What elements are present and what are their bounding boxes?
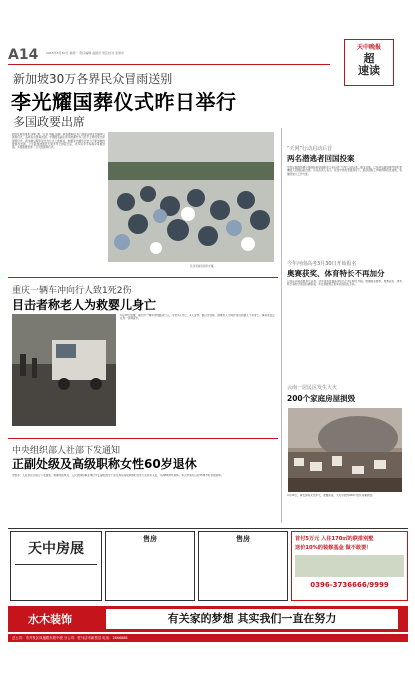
accident-photo	[12, 314, 116, 426]
lead-photo	[108, 132, 274, 262]
ad-2-title: 售房	[143, 535, 157, 543]
lead-headline: 李光耀国葬仪式昨日举行	[11, 90, 237, 114]
lead-subhead: 多国政要出席	[13, 115, 86, 129]
right-2-body: 记者从河南省教育厅获悉，今年我省普通高考报名于3月30日开始。根据国家要求，奥赛获奖、体育特长等加分项目将被取消，考生须按规定时间完成报名手续。	[287, 280, 402, 287]
fire-scene-image	[288, 408, 402, 492]
right-2-tag: 今年河南高考3月30日开始报名	[287, 261, 357, 267]
ad-villa[interactable]	[291, 531, 408, 601]
ads-top-rule	[8, 528, 408, 529]
ad-4-photo	[295, 555, 404, 577]
ad-4-line-1: 首付5万元 入住170㎡的联排别墅	[295, 536, 374, 542]
ad-footer: 总公司：市开发区凤凰路东段中段 分公司：驻马店市新蔡县 电话：2666888	[8, 634, 408, 642]
ad-5-brand: 水木装饰	[28, 613, 72, 626]
right-1-body: 中央反腐败协调小组国际追逃追赃办公室启动“天网”行动以来，截至目前，已有两名潜逃境外的犯罪嫌疑人回国投案自首。有关负责人表示，在党中央的坚强领导下，追逃追赃工作取得阶段性成效，将继续加大工作力度。	[287, 166, 402, 176]
ad-tianzhong-housing[interactable]	[10, 531, 102, 601]
accident-kicker: 重庆一辆车冲向行人致1死2伤	[12, 286, 132, 296]
header-rule	[8, 64, 330, 65]
section-rule-1	[8, 277, 278, 278]
right-1-tag: “天网”行动启动后首	[287, 146, 333, 152]
ad-furnishing-banner[interactable]	[8, 606, 408, 632]
lead-photo-caption: 民众冒雨送别李光耀。	[190, 265, 216, 268]
right-2-headline: 奥赛获奖、体育特长不再加分	[287, 269, 385, 278]
right-1-headline: 两名潜逃者回国投案	[287, 154, 355, 163]
page-number: A14	[8, 47, 39, 63]
lead-kicker: 新加坡30万各界民众冒雨送别	[13, 72, 173, 86]
ad-sale-1[interactable]	[105, 531, 195, 601]
lead-body: 新华社新加坡3月29日电（记者 刘磊 张越）新加坡29日为已故前总理李光耀举行国葬仪式，各界民众冒雨送别。中国国家副主席李源潮作为习近平主席特使出席国葬仪式。新加坡总理李显龙在仪式上致悼词，称赞李光耀毕生致力于新加坡的建国与发展。上午新加坡国会大厦外早已排起长队，许多民众手持雨伞等候送别。多国政要出席了当天的国葬仪式。	[12, 133, 105, 150]
accident-headline: 目击者称老人为救婴儿身亡	[12, 298, 157, 312]
right-3-headline: 200个家庭房屋损毁	[287, 394, 356, 403]
ad-4-line-2: 送价10%的装修基金 做不敢要！	[295, 545, 372, 551]
section-rule-2	[8, 438, 278, 439]
paper-logo	[344, 39, 394, 86]
paper-name: 天中晚报	[356, 44, 381, 51]
ad-5-slogan-box	[106, 609, 398, 629]
right-3-tag: 云南一居民区发生大火	[287, 385, 338, 391]
ad-4-phone: 0396-3736666/9999	[310, 581, 389, 589]
column-divider	[281, 128, 282, 523]
umbrella-crowd-image	[108, 132, 274, 262]
accident-body: 3月28日傍晚，重庆市一辆车冲向路边行人，导致1人死亡，2人受伤。据目击者称，遇难老人为保护身边的婴儿不幸身亡。事故原因正在进一步调查中。	[120, 314, 275, 321]
section-title-1: 超	[363, 52, 375, 65]
ad-1-divider	[15, 564, 97, 565]
fire-photo	[288, 408, 402, 492]
section-title-2: 速读	[358, 64, 380, 77]
retire-body: 中组部、人社部近日联合下发通知，明确党政机关、人民团体和事业单位中正副处级女干部及具有高级职称的女性专业技术人员，年满60周岁退休。本人申请可以在55周岁时自愿退休。	[12, 474, 224, 477]
dateline: 2015年3月30日 星期一 责任编辑 赵振田 责任校对 张智华	[46, 51, 125, 55]
fire-caption: 3月29日，事发现场火光冲天，浓烟滚滚，大火导致约200户居民房屋损毁。	[287, 494, 375, 497]
ad-sale-2[interactable]	[198, 531, 288, 601]
ad-1-filler	[15, 571, 97, 601]
retire-headline: 正副处级及高级职称女性60岁退休	[12, 457, 197, 471]
street-accident-image	[12, 314, 116, 426]
ad-5-slogan: 有关家的梦想 其实我们一直在努力	[167, 612, 337, 625]
ad-1-title: 天中房展	[28, 541, 84, 557]
ad-3-title: 售房	[236, 535, 250, 543]
retire-kicker: 中央组织部人社部下发通知	[12, 446, 121, 456]
